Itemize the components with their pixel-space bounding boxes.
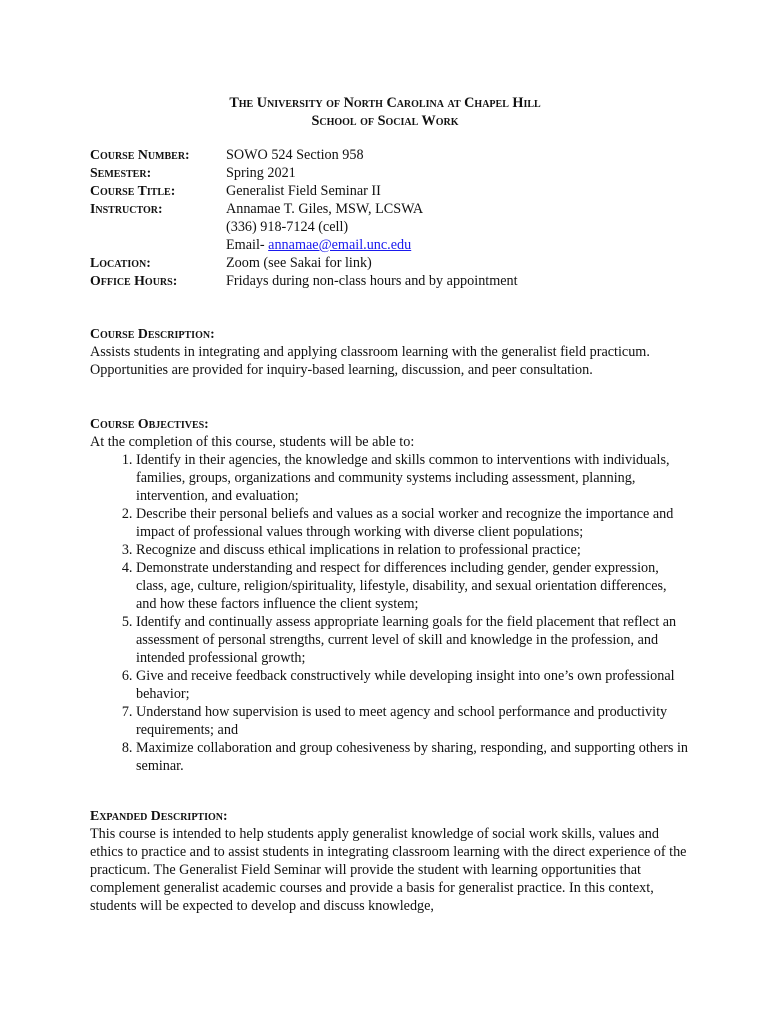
location-value: Zoom (see Sakai for link) [226, 255, 372, 271]
semester-label: Semester: [90, 165, 152, 180]
instructor-name: Annamae T. Giles, MSW, LCSWA [226, 201, 424, 217]
course-objectives-section [90, 415, 690, 775]
course-title-value: Generalist Field Seminar II [226, 183, 381, 199]
objective-item: 4. Demonstrate understanding and respect for differences including gender, gender expression, class, age, culture, religion/spirituality, lifestyle, disability, and sexual orientation differences, and how these factors influence the client system; [136, 559, 690, 613]
office-hours-row [90, 272, 518, 290]
instructor-email-row [90, 236, 518, 254]
instructor-phone: (336) 918-7124 (cell) [226, 219, 349, 235]
instructor-email-link[interactable]: annamae@email.unc.edu [268, 237, 412, 253]
office-hours-value: Fridays during non-class hours and by appointment [226, 273, 518, 289]
email-prefix: Email- [226, 237, 269, 253]
course-number-label: Course Number: [90, 147, 190, 162]
instructor-label: Instructor: [90, 201, 163, 216]
location-row [90, 254, 518, 272]
objective-item: 6. Give and receive feedback constructively while developing insight into one’s own professional behavior; [136, 667, 690, 703]
objective-item: 3. Recognize and discuss ethical implications in relation to professional practice; [136, 541, 690, 559]
course-objectives-title: Course Objectives: [90, 416, 209, 431]
instructor-phone-row [90, 218, 518, 236]
instructor-email-line [226, 236, 411, 254]
course-description-section [90, 325, 690, 379]
course-description-text: Assists students in integrating and applying classroom learning with the generalist field practicum. Opportunities are provided for inquiry-based learning, discussion, and peer consultation. [90, 344, 650, 378]
semester-row [90, 164, 518, 182]
course-number-row [90, 146, 518, 164]
school-heading: School of Social Work [311, 113, 459, 129]
course-objectives-intro: At the completion of this course, students will be able to: [90, 434, 415, 450]
location-label: Location: [90, 255, 151, 270]
course-number-value: SOWO 524 Section 958 [226, 147, 364, 163]
course-title-row [90, 182, 518, 200]
expanded-description-title: Expanded Description: [90, 808, 228, 823]
semester-value: Spring 2021 [226, 165, 296, 181]
objective-item: 8. Maximize collaboration and group cohesiveness by sharing, responding, and supporting others in seminar. [136, 739, 690, 775]
instructor-row [90, 200, 518, 218]
objective-item: 1. Identify in their agencies, the knowledge and skills common to interventions with individuals, families, groups, organizations and community systems including assessment, planning, intervention, and evaluation; [136, 451, 690, 505]
course-info-block [90, 146, 518, 290]
objectives-list [90, 451, 690, 775]
objective-item: 2. Describe their personal beliefs and values as a social worker and recognize the importance and impact of professional values through working with diverse client populations; [136, 505, 690, 541]
objective-item: 5. Identify and continually assess appropriate learning goals for the field placement that reflect an assessment of personal strengths, current level of skill and knowledge in the profession, and intended professional growth; [136, 613, 690, 667]
expanded-description-text: This course is intended to help students apply generalist knowledge of social work skills, values and ethics to practice and to assist students in integrating classroom learning with the direct experience of the practicum. The Generalist Field Seminar will provide the student with learning opportunities that complement generalist academic courses and provide a basis for generalist practice. In this context, students will be expected to develop and discuss knowledge, [90, 826, 687, 914]
office-hours-label: Office Hours: [90, 273, 178, 288]
expanded-description-section [90, 807, 690, 915]
objective-item: 7. Understand how supervision is used to meet agency and school performance and productivity requirements; and [136, 703, 690, 739]
university-heading: The University of North Carolina at Chapel Hill [229, 95, 541, 111]
course-title-label: Course Title: [90, 183, 176, 198]
course-description-title: Course Description: [90, 326, 215, 341]
